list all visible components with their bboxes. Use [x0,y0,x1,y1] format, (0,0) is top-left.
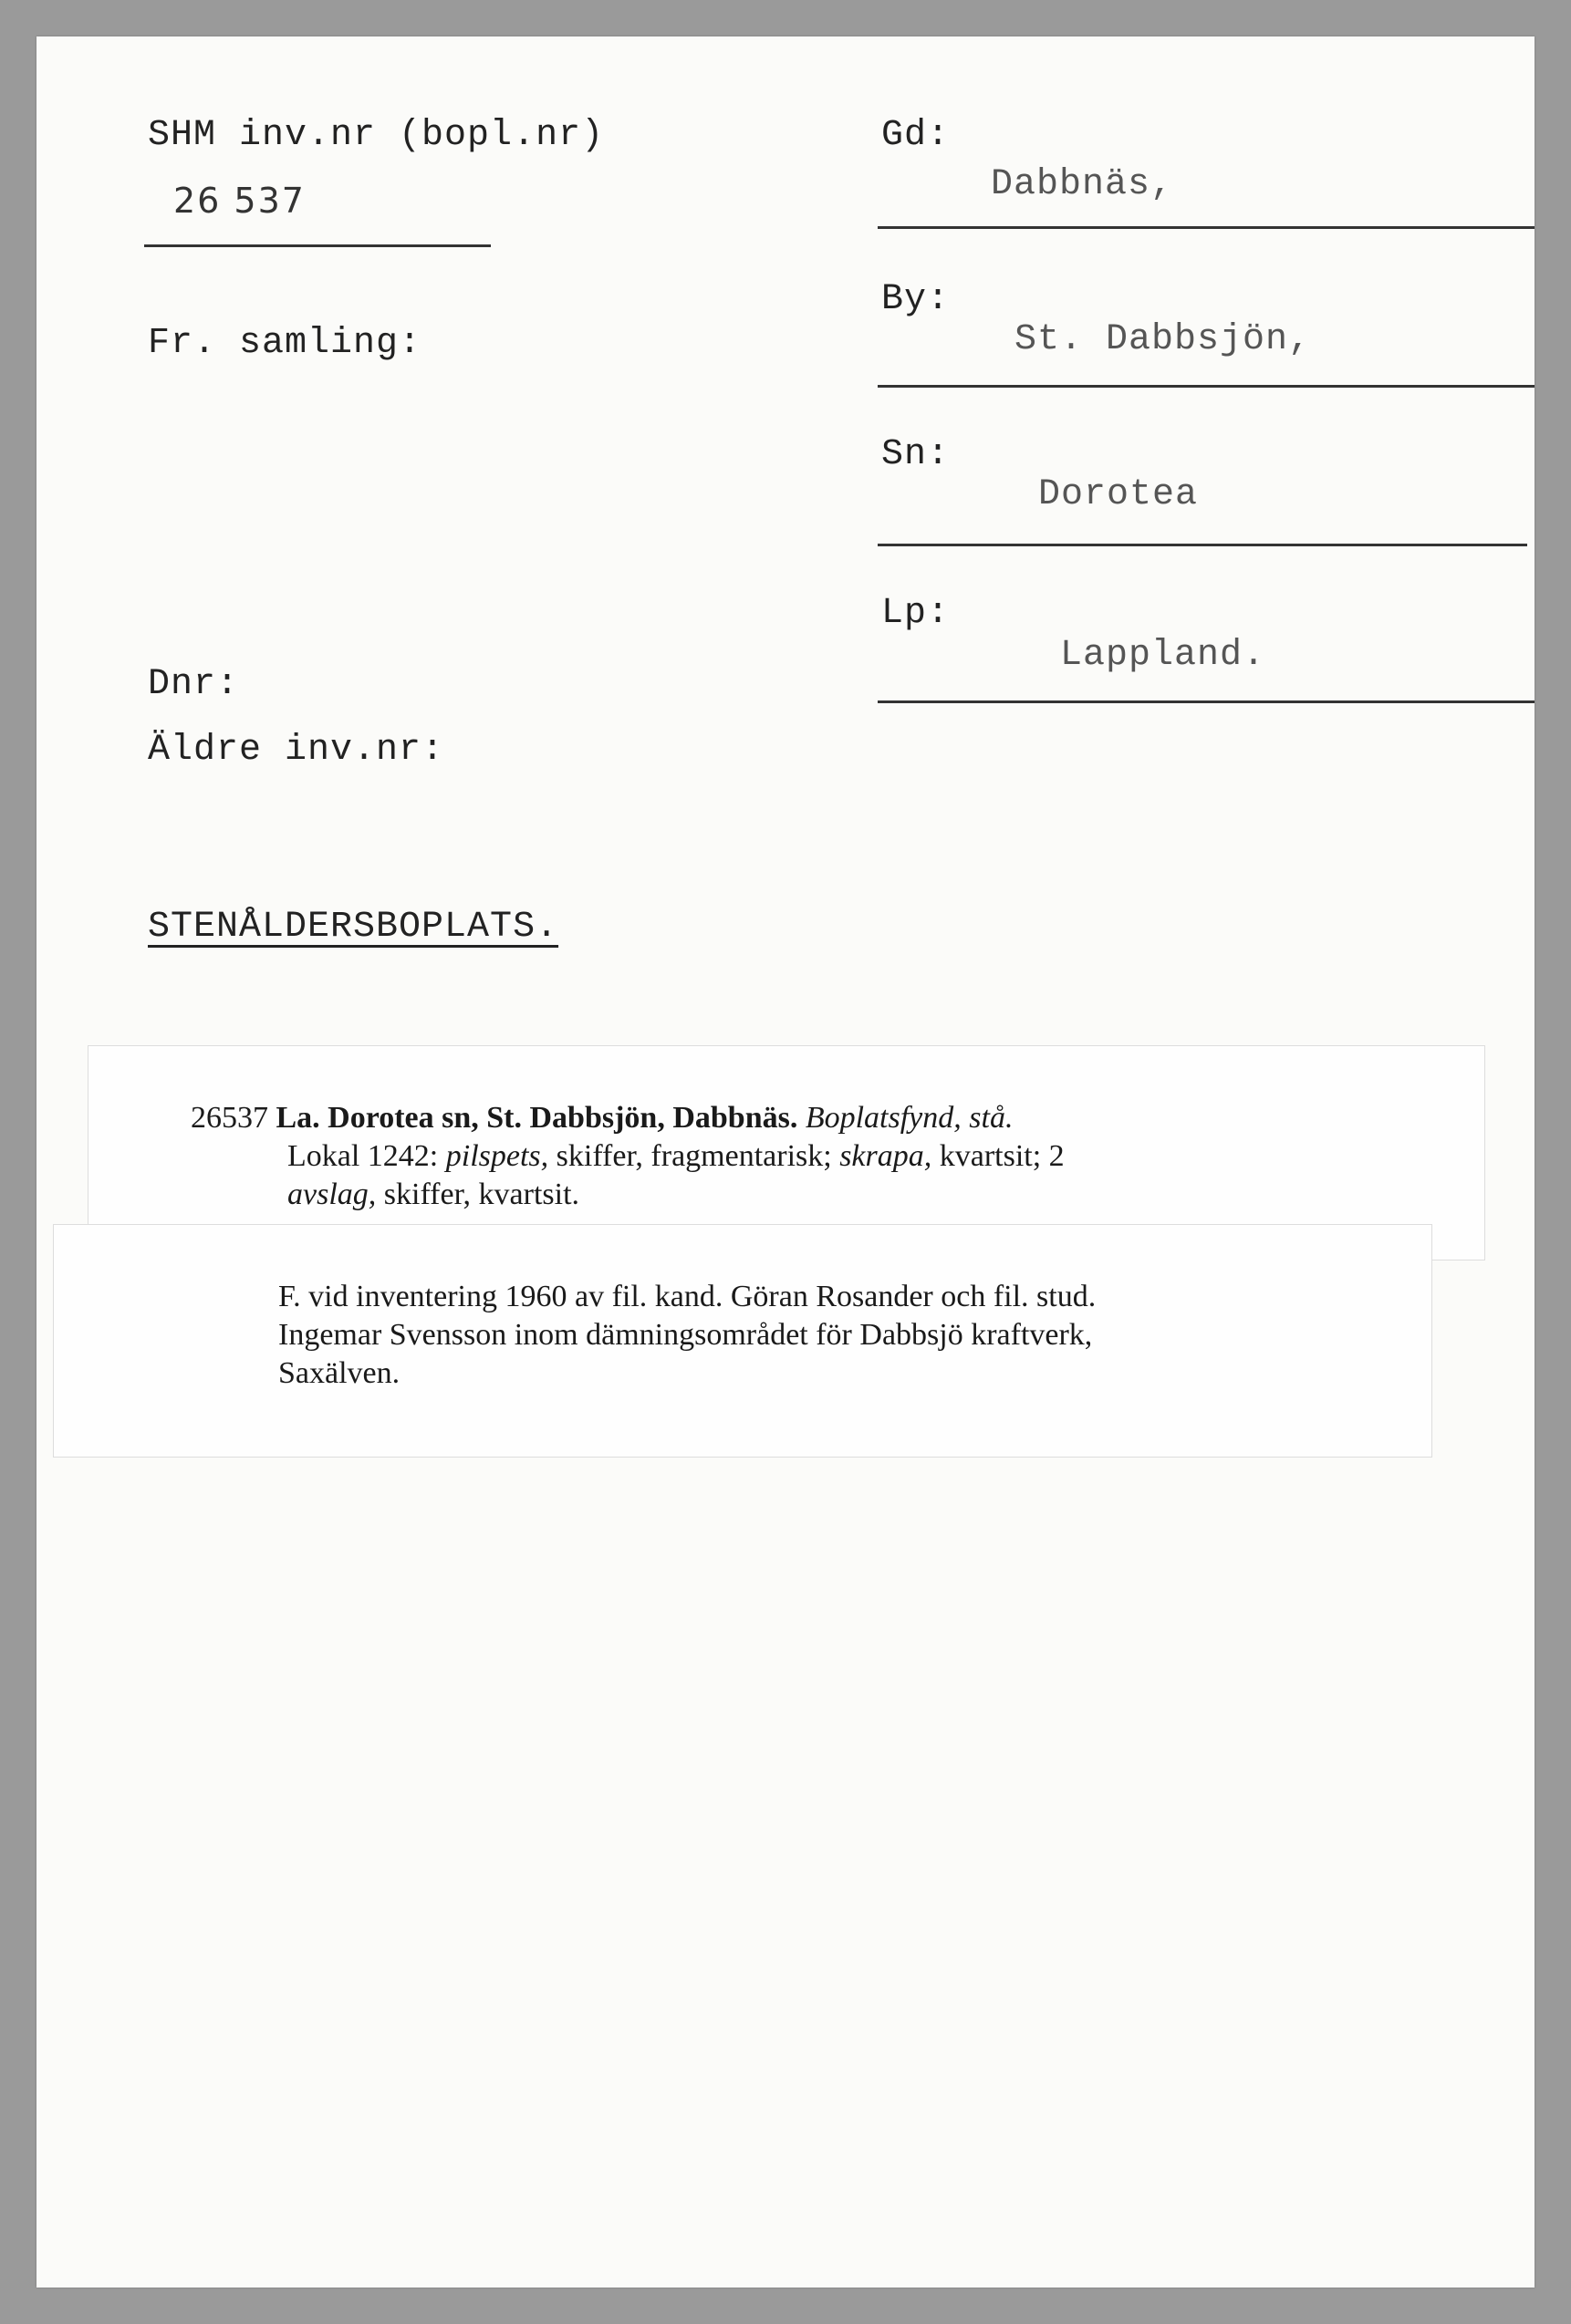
shm-underline [144,244,491,247]
provenance-line-2: Ingemar Svensson inom dämningsområdet för Dabbsjö kraftverk, [278,1318,1093,1352]
dnr-label: Dnr: [148,664,240,705]
fr-samling-label: Fr. samling: [148,323,422,364]
sn-rule [878,544,1527,546]
lp-rule [878,700,1535,703]
gd-label: Gd: [881,115,951,156]
by-label: By: [881,279,951,320]
provenance-line-3: Saxälven. [278,1356,401,1390]
sn-value: Dorotea [1038,474,1199,515]
gd-value: Dabbnäs, [991,164,1174,205]
sn-label: Sn: [881,434,951,475]
site-heading: STENÅLDERSBOPLATS. [148,907,559,948]
slip-material-3: skiffer, kvartsit. [383,1178,580,1211]
slip-item-pilspets: pilspets, [445,1139,549,1173]
shm-inv-value: 26 537 [173,181,306,221]
slip-number: 26537 [191,1101,268,1135]
aldre-inv-label: Äldre inv.nr: [148,730,445,771]
slip-item-avslag: avslag, [287,1178,377,1211]
shm-inv-label: SHM inv.nr (bopl.nr) [148,115,605,156]
slip-place: La. Dorotea sn, St. Dabbsjön, Dabbnäs. [276,1101,798,1135]
slip-lokal: Lokal 1242: [287,1139,439,1173]
lp-value: Lappland. [1060,635,1266,676]
by-rule [878,385,1535,388]
lp-label: Lp: [881,593,951,634]
catalog-card [36,36,1535,2288]
slip-item-skrapa: skrapa, [839,1139,932,1173]
gd-rule [878,226,1535,229]
slip-material-1: skiffer, fragmentarisk; [556,1139,832,1173]
slip-material-2: kvartsit; 2 [939,1139,1065,1173]
catalog-slip-provenance [53,1224,1432,1458]
provenance-line-1: F. vid inventering 1960 av fil. kand. Göran Rosander och fil. stud. [278,1280,1097,1313]
by-value: St. Dabbsjön, [1014,319,1312,360]
slip-find-type: Boplatsfynd, stå. [805,1101,1014,1135]
